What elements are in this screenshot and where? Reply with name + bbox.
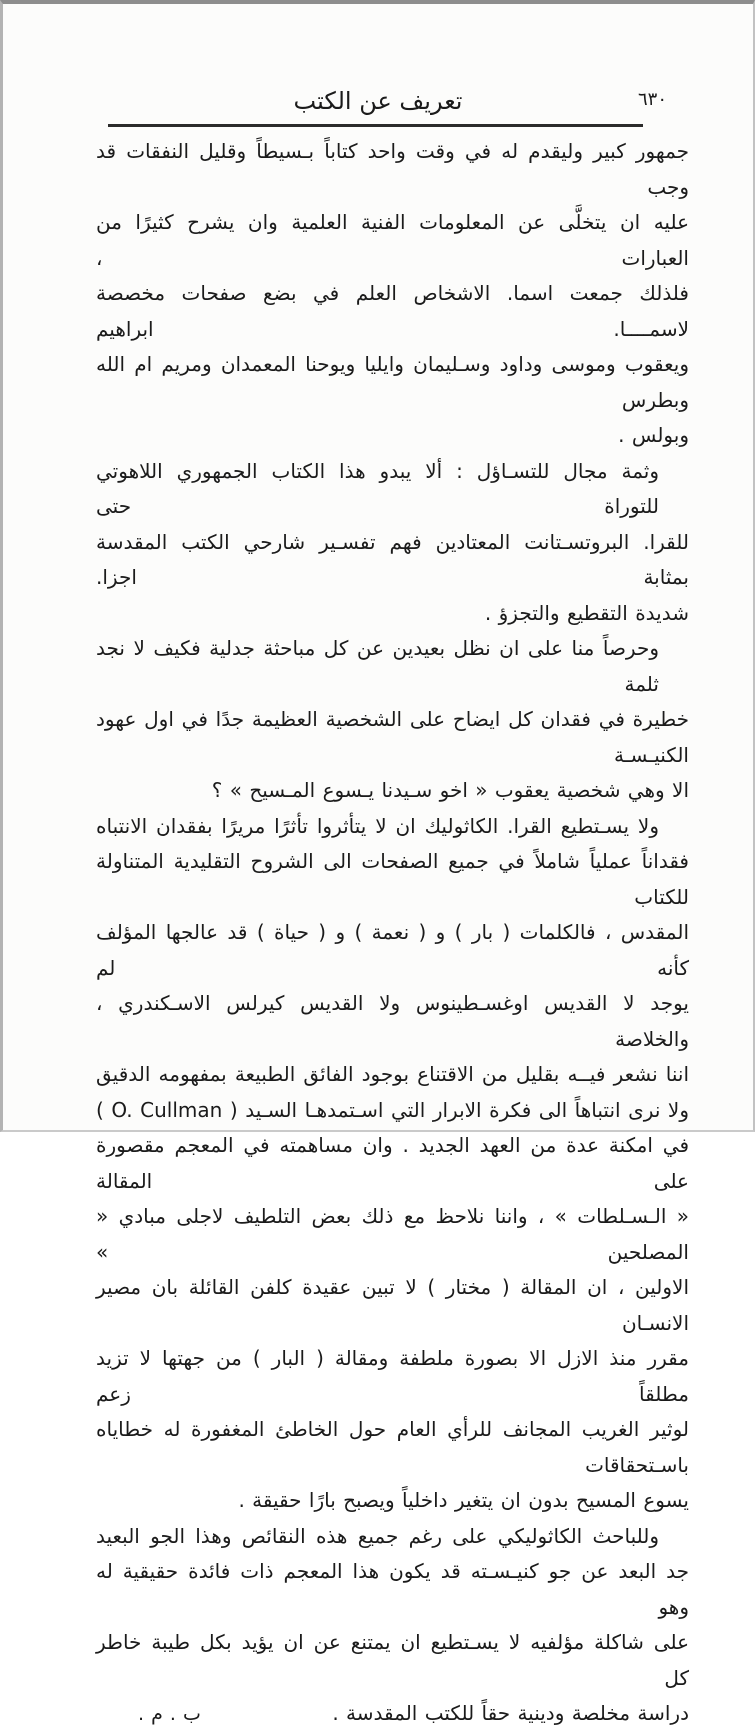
text-line (96, 1696, 689, 1733)
text-line: ولا نرى انتباهاً الى فكرة الابرار التي اسـتمدهـا السـيد ( O. Cullman ) (96, 1097, 689, 1122)
page-title: تعريف عن الكتب (293, 87, 463, 115)
text-line: في امكنة عدة من العهد الجديد . وان مساهمته في المعجم مقصورة على المقالة (96, 1133, 689, 1193)
text-line: اننا نشعر فيــه بقليل من الاقتناع بوجود الفائق الطبيعة بمفهومه الدقيق (96, 1062, 689, 1086)
body-text (3, 127, 753, 1733)
text-line: على شاكلة مؤلفيه لا يسـتطيع ان يمتنع عن ان يؤيد بكل طيبة خاطر كل (96, 1630, 689, 1690)
text-line: للقرا. البروتسـتانت المعتادين فهم تفسـير شارحي الكتب المقدسة بمثابة اجزا. (96, 529, 689, 589)
text-line: ويعقوب وموسى وداود وسـليمان وايليا ويوحنا المعمدان ومريم ام الله وبطرس (96, 352, 689, 412)
paragraph (96, 809, 689, 1519)
text-line: المقدس ، فالكلمات ( بار ) و ( نعمة ) و ( حياة ) قد عالجها المؤلف كأنه لم (96, 920, 689, 980)
text-line: وحرصاً منا على ان نظل بعيدين عن كل مباحثة جدلية فكيف لا نجد ثلمة (96, 636, 659, 696)
text-line: ولا يسـتطيع القرا. الكاثوليك ان لا يتأثروا تأثرًا مريرًا بفقدان الانتباه (96, 813, 659, 838)
text-line: جد البعد عن جو كنيـسـته قد يكون هذا المعجم ذات فائدة حقيقية له وهو (96, 1559, 689, 1619)
paragraph (96, 631, 689, 809)
text-line: شديدة التقطيع والتجزؤ . (484, 600, 689, 625)
text-line: عليه ان يتخلَّى عن المعلومات الفنية العلمية وان يشرح كثيرًا من العبارات ، (96, 210, 689, 270)
page-number: ٦٣٠ (637, 89, 667, 110)
text-line: يوجد لا القديس اوغسـطينوس ولا القديس كيرلس الاسـكندري ، والخلاصة (96, 991, 689, 1051)
text-line: الاولين ، ان المقالة ( مختار ) لا تبين عقيدة كلفن القائلة بان مصير الانسـان (96, 1275, 689, 1335)
closing-line: دراسة مخلصة ودينية حقاً للكتب المقدسة . (332, 1701, 689, 1725)
text-line: الا وهي شخصية يعقوب « اخو سـيدنا يـسوع المـسيح » ؟ (211, 778, 689, 802)
paragraph (96, 1519, 689, 1733)
page-header (3, 84, 753, 118)
text-line: لوثير الغريب المجانف للرأي العام حول الخاطئ المغفورة له خطاياه باسـتحقاقات (96, 1417, 689, 1477)
text-line: وثمة مجال للتسـاؤل : ألا يبدو هذا الكتاب الجمهوري اللاهوتي للتوراة حتى (96, 458, 659, 518)
text-line: يسوع المسيح بدون ان يتغير داخلياً ويصبح بارًا حقيقة . (238, 1488, 689, 1512)
text-line: جمهور كبير وليقدم له في وقت واحد كتاباً بـسيطاً وقليل النفقات قد وجب (96, 139, 689, 199)
text-line: فقداناً عملياً شاملاً في جميع الصفحات الى الشروح التقليدية المتناولة للكتاب (96, 849, 689, 909)
paragraph (96, 454, 689, 632)
text-line: وبولس . (618, 423, 689, 447)
text-line: وللباحث الكاثوليكي على رغم جميع هذه النقائص وهذا الجو البعيد (96, 1523, 659, 1548)
text-line: فلذلك جمعت اسما. الاشخاص العلم في بضع صفحات مخصصة لاسمــــا. ابراهيم (96, 281, 689, 341)
text-line: خطيرة في فقدان كل ايضاح على الشخصية العظيمة جدًا في اول عهود الكنيـسـة (96, 707, 689, 767)
text-line: مقرر منذ الازل الا بصورة ملطفة ومقالة ( البار ) من جهتها لا تزيد مطلقاً زعم (96, 1346, 689, 1406)
paragraph (96, 134, 689, 454)
text-line: « الـسـلطات » ، واننا نلاحظ مع ذلك بعض التلطيف لاجلى مبادي « المصلحين » (96, 1204, 689, 1264)
author-initials: ب . م . (138, 1703, 201, 1725)
